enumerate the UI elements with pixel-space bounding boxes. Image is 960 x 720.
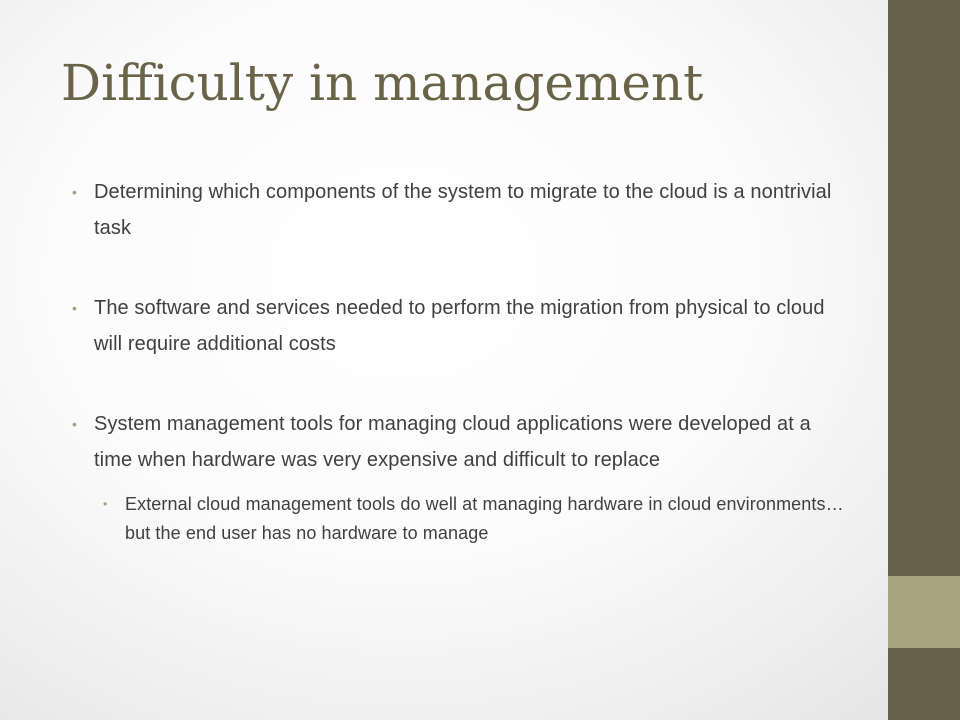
bullet-text: Determining which components of the system to migrate to the cloud is a nontrivial task: [94, 181, 832, 239]
sub-bullet-item: [103, 490, 845, 548]
sub-bullet-dot-icon: •: [103, 497, 108, 511]
slide-title: Difficulty in management: [61, 54, 704, 112]
bullet-dot-icon: •: [72, 416, 78, 432]
sidebar-bar-top: [888, 0, 960, 576]
sidebar-bar-bottom: [888, 648, 960, 720]
bullet-text: System management tools for managing cloud applications were developed at a time when hardware was very expensive and difficult to replace: [94, 413, 811, 471]
bullet-dot-icon: •: [72, 300, 78, 316]
bullet-dot-icon: •: [72, 184, 78, 200]
sub-bullet-text: External cloud management tools do well at managing hardware in cloud environments… but the end user has no hardware to manage: [125, 494, 844, 543]
sidebar-accent-block: [888, 576, 960, 648]
sub-bullet-list: [94, 490, 852, 548]
bullet-item: [72, 406, 852, 548]
bullet-item: [72, 174, 852, 246]
bullet-list: [72, 174, 852, 548]
bullet-text: The software and services needed to perform the migration from physical to cloud will require additional costs: [94, 297, 825, 355]
bullet-item: [72, 290, 852, 362]
